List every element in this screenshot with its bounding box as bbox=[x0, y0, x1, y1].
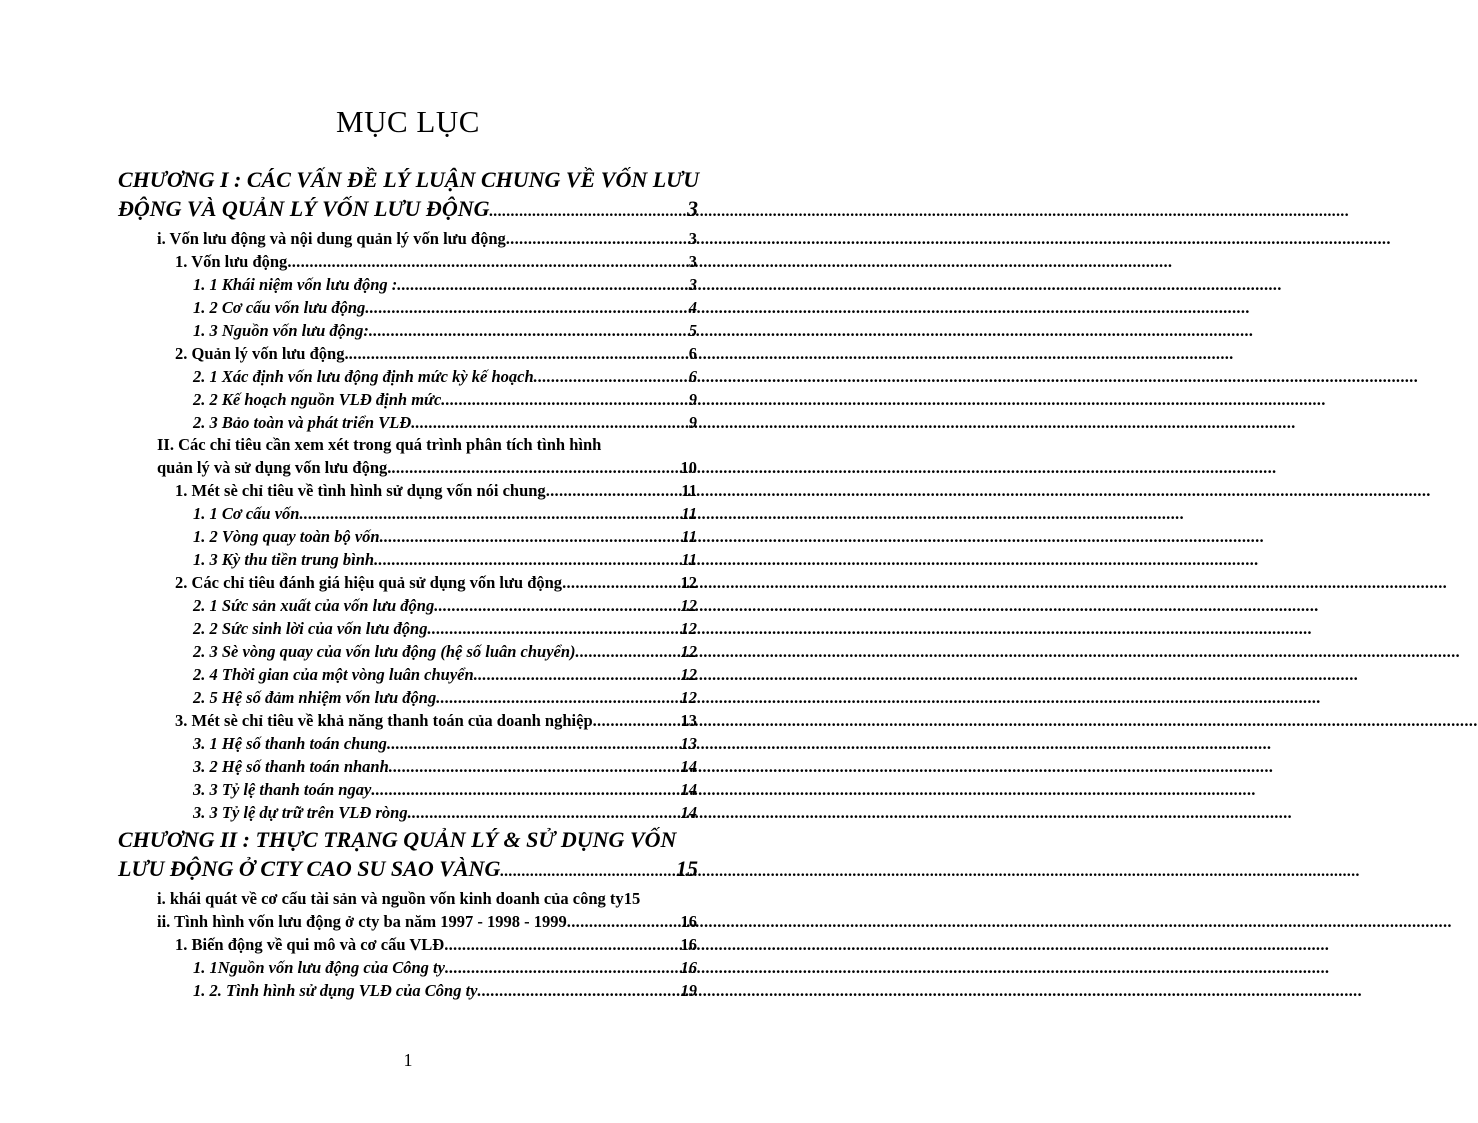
dot-leader bbox=[411, 412, 689, 434]
page-title: MỤC LỤC bbox=[336, 104, 480, 139]
toc-entry[interactable] bbox=[193, 389, 697, 411]
toc-entry-title: 3. 3 Tỷ lệ dự trữ trên VLĐ ròng bbox=[193, 803, 408, 822]
toc-entry[interactable] bbox=[193, 274, 697, 296]
toc-entry-title: 1. Mét sè chỉ tiêu về tình hình sử dụng vốn nói chung bbox=[175, 481, 546, 500]
dot-leader bbox=[391, 457, 680, 479]
toc-entry-page: 9 bbox=[688, 390, 697, 409]
toc-entry[interactable] bbox=[175, 572, 697, 594]
toc-entry[interactable] bbox=[157, 888, 697, 910]
toc-entry[interactable] bbox=[175, 343, 697, 365]
toc-entry-title: 2. 5 Hệ số đảm nhiệm vốn lưu động bbox=[193, 688, 437, 707]
toc-entry-page: 16 bbox=[680, 912, 697, 931]
toc-entry[interactable] bbox=[157, 911, 697, 933]
toc-entry[interactable] bbox=[175, 934, 697, 956]
dot-leader bbox=[546, 480, 682, 502]
toc-entry-page: 11 bbox=[681, 527, 697, 546]
dot-leader bbox=[427, 618, 680, 640]
toc-entry-page: 12 bbox=[680, 596, 697, 615]
toc-entry[interactable] bbox=[193, 549, 697, 571]
toc-entry-page: 16 bbox=[680, 958, 697, 977]
toc-entry-title: 1. Biến động về qui mô và cơ cấu VLĐ bbox=[175, 935, 445, 954]
dot-leader bbox=[387, 733, 681, 755]
toc-entry[interactable] bbox=[193, 802, 697, 824]
toc-entry-page: 4 bbox=[688, 298, 697, 317]
dot-leader bbox=[434, 595, 680, 617]
dot-leader bbox=[369, 320, 689, 342]
dot-leader bbox=[300, 503, 682, 525]
toc-entry-page: 9 bbox=[688, 413, 697, 432]
page-number: 1 bbox=[403, 1050, 413, 1070]
dot-leader bbox=[444, 934, 680, 956]
toc-entry[interactable] bbox=[193, 733, 697, 755]
chapter-2-line1: CHƯƠNG II : THỰC TRẠNG QUẢN LÝ & SỬ DỤNG VỐN bbox=[118, 827, 677, 852]
toc-entry-title: 1. 1 Khái niệm vốn lưu động : bbox=[193, 275, 398, 294]
dot-leader bbox=[534, 366, 689, 388]
toc-entry-page: 15 bbox=[623, 889, 641, 908]
dot-leader bbox=[397, 274, 688, 296]
toc-entry[interactable] bbox=[175, 480, 697, 502]
toc-entry-title: 2. 4 Thời gian của một vòng luân chuyển bbox=[193, 665, 474, 684]
toc-entry-title: 1. 3 Nguồn vốn lưu động: bbox=[193, 321, 369, 340]
dot-leader bbox=[389, 756, 681, 778]
dot-leader bbox=[490, 197, 674, 226]
dot-leader bbox=[593, 710, 681, 732]
dot-leader bbox=[380, 526, 682, 548]
toc-entry-title: 3. 1 Hệ số thanh toán chung bbox=[193, 734, 387, 753]
toc-entry-title: 1. Vốn lưu động bbox=[175, 252, 288, 271]
toc-entry-page: 10 bbox=[680, 458, 697, 477]
toc-entry-title: 2. 3 Sè vòng quay của vốn lưu động (hệ số luân chuyển) bbox=[193, 642, 576, 661]
toc-entry-title: 1. 2. Tình hình sử dụng VLĐ của Công ty bbox=[193, 981, 478, 1000]
toc-entry[interactable] bbox=[193, 526, 697, 548]
toc-entry-title: 2. Quản lý vốn lưu động. bbox=[175, 344, 349, 363]
dot-leader bbox=[576, 641, 681, 663]
chapter-2-line2: LƯU ĐỘNG Ở CTY CAO SU SAO VÀNG bbox=[118, 856, 501, 881]
toc-entry-title: 2. 1 Sức sản xuất của vốn lưu động bbox=[193, 596, 435, 615]
toc-entry-page: 3 bbox=[688, 252, 697, 271]
chapter-2-page: 15 bbox=[676, 856, 698, 881]
toc-entry[interactable] bbox=[193, 412, 697, 434]
toc-entry-page: 13 bbox=[680, 711, 697, 730]
toc-entry-page: 6 bbox=[688, 344, 697, 363]
toc-entry[interactable] bbox=[193, 664, 697, 686]
toc-entry-title: 1. 1Nguồn vốn lưu động của Công ty bbox=[193, 958, 445, 977]
toc-entry[interactable] bbox=[175, 251, 697, 273]
toc-entry[interactable] bbox=[193, 366, 697, 388]
dot-leader bbox=[441, 389, 688, 411]
dot-leader bbox=[436, 687, 680, 709]
toc-entry-page: 14 bbox=[680, 757, 697, 776]
toc-entry-title: 2. 2 Kế hoạch nguồn VLĐ định mức bbox=[193, 390, 442, 409]
toc-entry-title: i. khái quát về cơ cấu tài sản và nguồn vốn kinh doanh của công ty bbox=[157, 889, 624, 908]
toc-entry[interactable] bbox=[193, 779, 697, 801]
dot-leader bbox=[567, 911, 681, 933]
dot-leader bbox=[474, 664, 681, 686]
toc-entry[interactable] bbox=[193, 320, 697, 342]
toc-entry-page: 19 bbox=[680, 981, 697, 1000]
toc-entry-page: 11 bbox=[681, 481, 697, 500]
toc-entry[interactable] bbox=[157, 228, 697, 250]
toc-entry-title: 2. 1 Xác định vốn lưu động định mức kỳ kế hoạch bbox=[193, 367, 534, 386]
toc-entry-title: 2. 3 Bảo toàn và phát triển VLĐ bbox=[193, 413, 412, 432]
toc-entry[interactable] bbox=[193, 980, 697, 1002]
toc-entry-page: 12 bbox=[680, 665, 697, 684]
dot-leader bbox=[445, 957, 681, 979]
dot-leader bbox=[478, 980, 681, 1002]
toc-entry[interactable] bbox=[193, 503, 697, 525]
toc-entry-page: 14 bbox=[680, 803, 697, 822]
toc-entry-title: 3. 3 Tỷ lệ thanh toán ngay bbox=[193, 780, 372, 799]
toc-entry-page: 11 bbox=[681, 550, 697, 569]
toc-entry[interactable] bbox=[193, 687, 697, 709]
toc-entry-page: 12 bbox=[680, 619, 697, 638]
toc-entry-page: 11 bbox=[681, 504, 697, 523]
toc-entry[interactable] bbox=[193, 957, 697, 979]
toc-chapter-2[interactable] bbox=[118, 825, 698, 886]
toc-entry-title: ii. Tình hình vốn lưu động ở cty ba năm 1997 - 1998 - 1999 bbox=[157, 912, 567, 931]
toc-entry-title: i. Vốn lưu động và nội dung quản lý vốn lưu động bbox=[157, 229, 506, 248]
dot-leader bbox=[349, 343, 689, 365]
toc-entry-title: 1. 1 Cơ cấu vốn bbox=[193, 504, 300, 523]
toc-entry-page: 12 bbox=[680, 573, 697, 592]
toc-entry-sec-ii-line1[interactable]: II. Các chỉ tiêu cần xem xét trong quá trình phân tích tình hình bbox=[157, 435, 602, 454]
dot-leader bbox=[365, 297, 688, 319]
toc-entry-title: 3. 2 Hệ số thanh toán nhanh bbox=[193, 757, 389, 776]
toc-entry[interactable] bbox=[175, 710, 697, 732]
toc-entry[interactable] bbox=[157, 457, 697, 479]
dot-leader bbox=[287, 251, 688, 273]
toc-entry-page: 12 bbox=[680, 642, 697, 661]
toc-entry-page: 16 bbox=[680, 935, 697, 954]
toc-entry-page: 3 bbox=[688, 229, 697, 248]
toc-chapter-1[interactable] bbox=[118, 165, 698, 226]
toc-entry-page: 5 bbox=[688, 321, 697, 340]
dot-leader bbox=[371, 779, 680, 801]
toc-entry-page: 14 bbox=[680, 780, 697, 799]
toc-entry-title: 3. Mét sè chỉ tiêu về khả năng thanh toán của doanh nghiệp bbox=[175, 711, 593, 730]
dot-leader bbox=[500, 857, 662, 886]
toc-entry-title: 2. Các chỉ tiêu đánh giá hiệu quả sử dụng vốn lưu động bbox=[175, 573, 563, 592]
dot-leader bbox=[562, 572, 680, 594]
dot-leader bbox=[374, 549, 681, 571]
dot-leader bbox=[408, 802, 681, 824]
toc-entry-page: 12 bbox=[680, 688, 697, 707]
toc-entry-page: 13 bbox=[680, 734, 697, 753]
toc-entry-page: 3 bbox=[688, 275, 697, 294]
chapter-1-line2: ĐỘNG VÀ QUẢN LÝ VỐN LƯU ĐỘNG bbox=[118, 196, 490, 221]
toc-entry-title: 2. 2 Sức sinh lời của vốn lưu động bbox=[193, 619, 428, 638]
toc-entry[interactable] bbox=[193, 297, 697, 319]
toc-entry-title: 1. 2 Cơ cấu vốn lưu động bbox=[193, 298, 366, 317]
toc-entry-title: 1. 2 Vòng quay toàn bộ vốn bbox=[193, 527, 380, 546]
toc-entry[interactable] bbox=[193, 756, 697, 778]
chapter-1-line1: CHƯƠNG I : CÁC VẤN ĐỀ LÝ LUẬN CHUNG VỀ VỐN LƯU bbox=[118, 167, 700, 192]
toc-entry[interactable] bbox=[193, 595, 697, 617]
toc-entry[interactable] bbox=[193, 641, 697, 663]
toc-entry-title: 1. 3 Kỳ thu tiền trung bình bbox=[193, 550, 375, 569]
dot-leader bbox=[506, 228, 689, 250]
chapter-1-page: 3 bbox=[687, 196, 698, 221]
toc-entry-title: quản lý và sử dụng vốn lưu động. bbox=[157, 458, 392, 477]
toc-entry-page: 6 bbox=[688, 367, 697, 386]
toc-entry[interactable] bbox=[193, 618, 697, 640]
